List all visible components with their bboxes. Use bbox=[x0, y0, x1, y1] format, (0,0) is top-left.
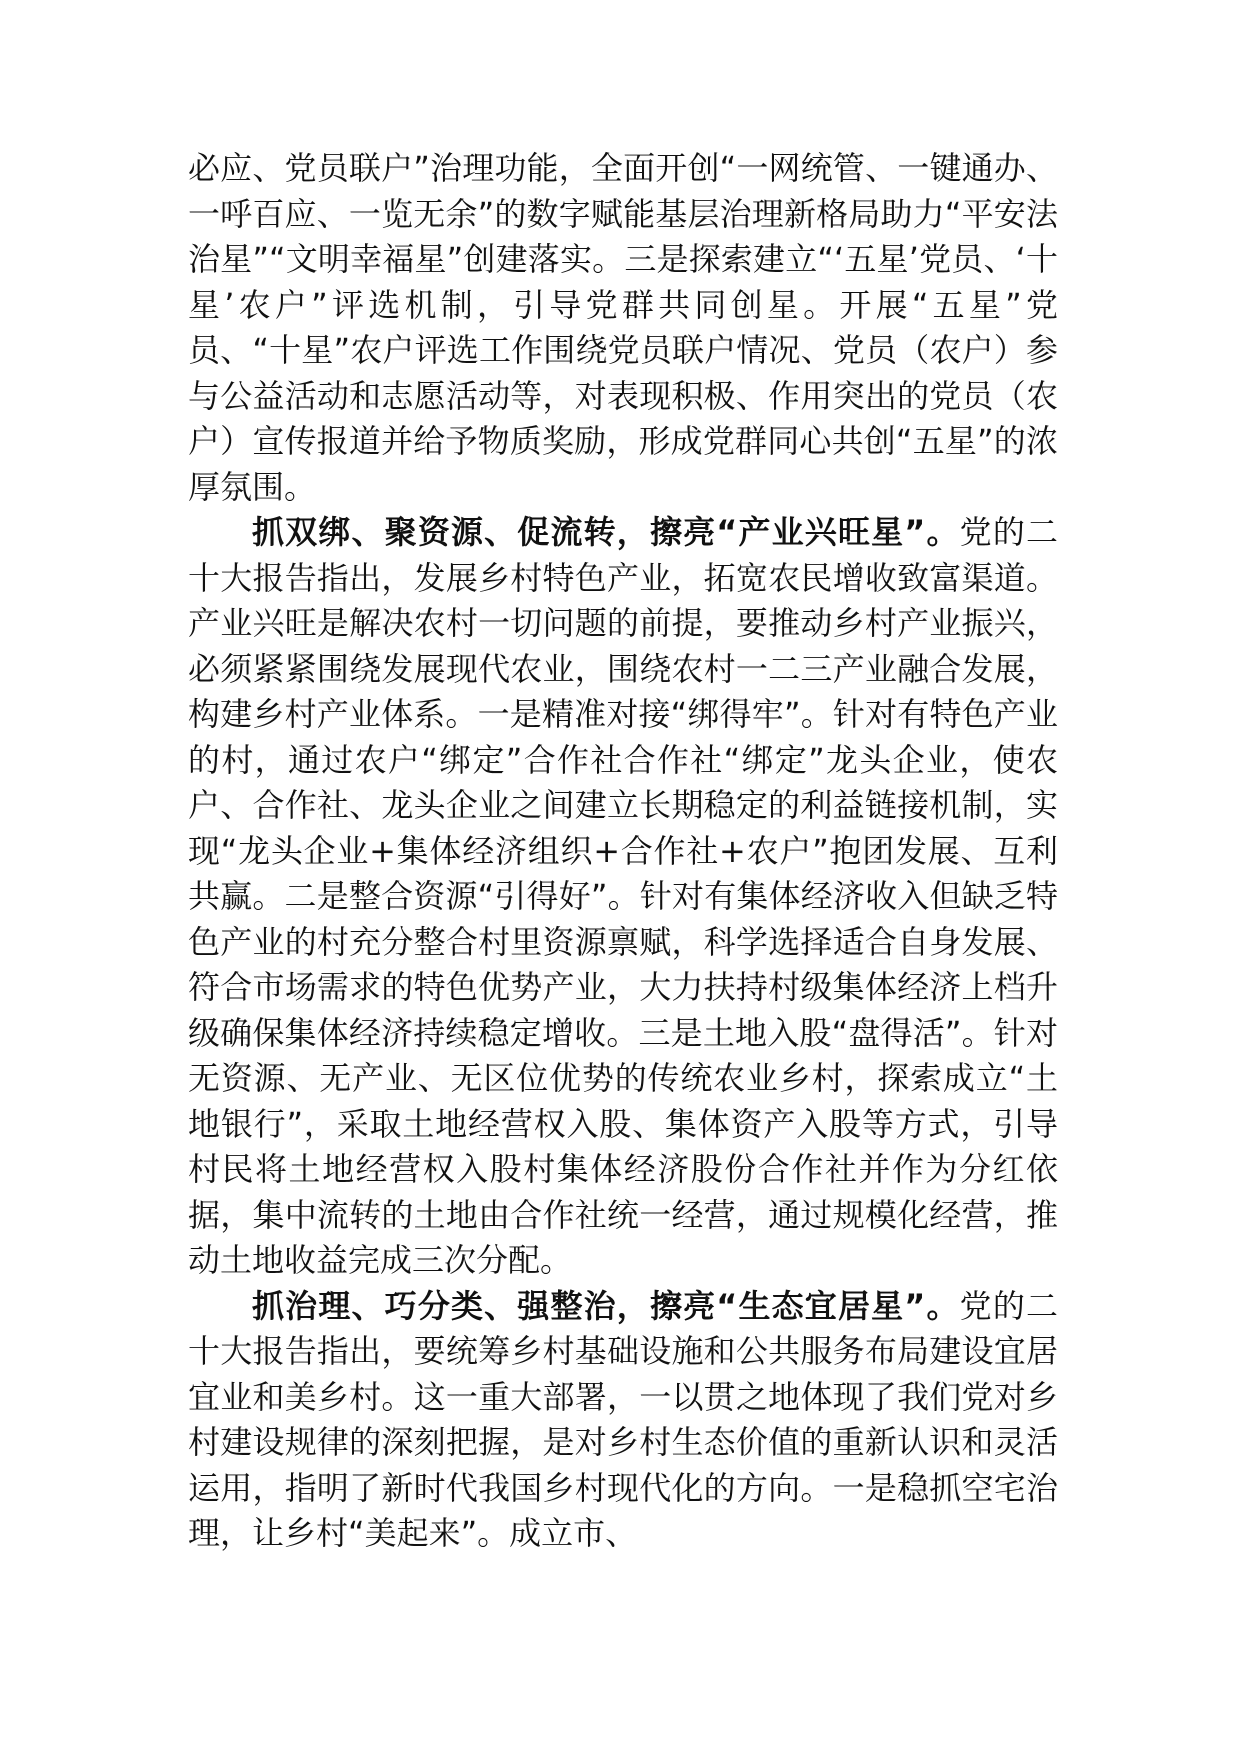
paragraph-3-text: 党的二十大报告指出，要统筹乡村基础设施和公共服务布局建设宜居宜业和美乡村。这一重大部署，一以贯之地体现了我们党对乡村建设规律的深刻把握，是对乡村生态价值的重新认识和灵活运用，指明了新时代我国乡村现代化的方向。一是稳抓空宅治理，让乡村“美起来”。成立市、 bbox=[188, 1286, 1058, 1552]
body-text bbox=[188, 146, 1058, 1557]
paragraph-2-heading: 抓双绑、聚资源、促流转，擦亮“产业兴旺星”。 bbox=[252, 513, 960, 551]
paragraph-3-heading: 抓治理、巧分类、强整治，擦亮“生态宜居星”。 bbox=[252, 1286, 960, 1325]
paragraph-2-text: 党的二十大报告指出，发展乡村特色产业，拓宽农民增收致富渠道。产业兴旺是解决农村一切问题的前提，要推动乡村产业振兴，必须紧紧围绕发展现代农业，围绕农村一二三产业融合发展，构建乡村产业体系。一是精准对接“绑得牢”。针对有特色产业的村，通过农户“绑定”合作社合作社“绑定”龙头企业，使农户、合作社、龙头企业之间建立长期稳定的利益链接机制，实现“龙头企业+集体经济组织+合作社+农户”抱团发展、互利共赢。二是整合资源“引得好”。针对有集体经济收入但缺乏特色产业的村充分整合村里资源禀赋，科学选择适合自身发展、符合市场需求的特色优势产业，大力扶持村级集体经济上档升级确保集体经济持续稳定增收。三是土地入股“盘得活”。针对无资源、无产业、无区位优势的传统农业乡村，探索成立“土地银行”，采取土地经营权入股、集体资产入股等方式，引导村民将土地经营权入股村集体经济股份合作社并作为分红依据，集中流转的土地由合作社统一经营，通过规模化经营，推动土地收益完成三次分配。 bbox=[188, 513, 1058, 1279]
paragraph-1-text: 必应、党员联户”治理功能，全面开创“一网统管、一键通办、一呼百应、一览无余”的数字赋能基层治理新格局助力“平安法治星”“文明幸福星”创建落实。三是探索建立“‘五星’党员、‘十星’农户”评选机制，引导党群共同创星。开展“五星”党员、“十星”农户评选工作围绕党员联户情况、党员（农户）参与公益活动和志愿活动等，对表现积极、作用突出的党员（农户）宣传报道并给予物质奖励，形成党群同心共创“五星”的浓厚氛围。 bbox=[188, 149, 1058, 506]
paragraph-3 bbox=[188, 1284, 1058, 1557]
paragraph-1 bbox=[188, 146, 1058, 510]
paragraph-2 bbox=[188, 510, 1058, 1284]
